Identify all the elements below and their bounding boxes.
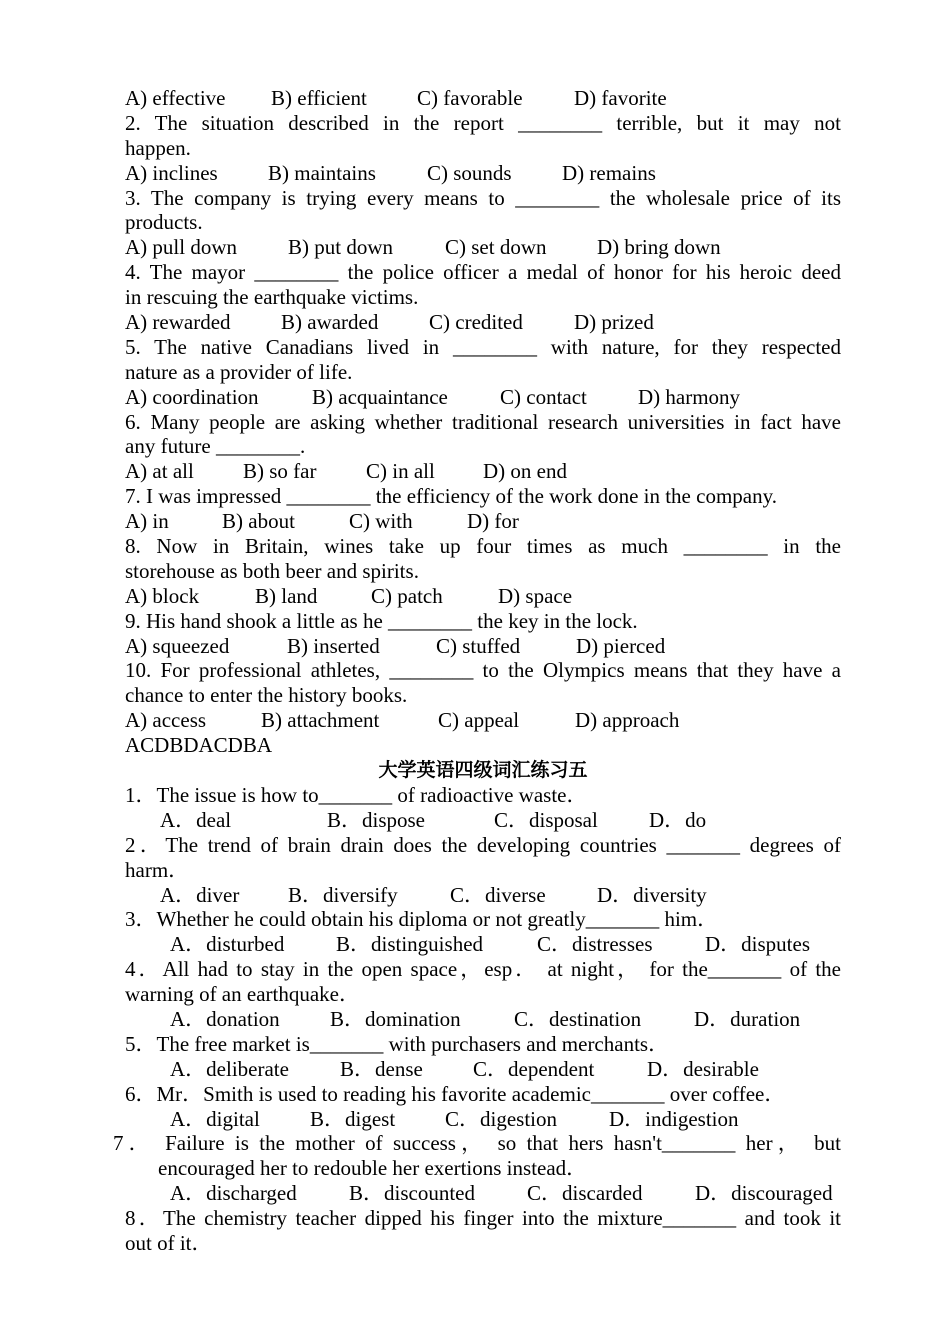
options-row [125, 310, 841, 335]
option-d: D) for [467, 509, 519, 534]
question-line: products. [125, 210, 203, 235]
options-row [125, 235, 841, 260]
question-7: 7． Failure is the mother of success， so that hers hasn't_______ her， but [113, 1131, 841, 1156]
option-a: A) coordination [125, 384, 259, 409]
options-row [125, 584, 841, 609]
option-c: C) appeal [438, 708, 520, 733]
option-c: C) set down [445, 235, 547, 260]
option-c: C) patch [371, 583, 443, 608]
option-d: D) prized [574, 310, 654, 335]
option-a: A．digital [170, 1106, 260, 1131]
question-1: 1．The issue is how to_______ of radioactive waste． [125, 782, 588, 807]
option-d: D) on end [483, 459, 567, 484]
options-row [125, 634, 841, 659]
option-b: B) efficient [271, 86, 367, 110]
question-2-cont: harm． [125, 857, 190, 882]
option-d: D) space [498, 583, 573, 608]
option-c: C．diverse [450, 882, 546, 907]
option-b: B．dispose [327, 807, 426, 832]
question-line: storehouse as both beer and spirits. [125, 558, 419, 583]
options-row [125, 509, 841, 534]
options-row [125, 161, 841, 186]
option-a: A．diver [160, 882, 240, 907]
question-line: 2. The situation described in the report ________ terrible, but it may not [125, 110, 841, 135]
question-7-options [125, 1181, 841, 1206]
option-c: C．distresses [537, 932, 653, 957]
question-line: happen. [125, 135, 191, 160]
question-line: 5. The native Canadians lived in ________ with nature, for they respected [125, 334, 841, 359]
option-b: B) maintains [268, 160, 376, 185]
option-a: A．discharged [170, 1181, 297, 1206]
option-c: C．digestion [445, 1106, 558, 1131]
option-d: D．discouraged [695, 1181, 833, 1206]
option-d: D) remains [562, 160, 656, 185]
option-d: D．disputes [705, 932, 810, 957]
option-b: B．discounted [349, 1181, 475, 1206]
option-b: B．digest [310, 1106, 396, 1131]
option-d: D．desirable [647, 1056, 759, 1081]
option-d: D) bring down [597, 235, 721, 260]
option-c: C) credited [429, 310, 523, 335]
options-row [125, 459, 841, 484]
option-a: A) squeezed [125, 633, 230, 658]
question-line: in rescuing the earthquake victims. [125, 285, 419, 310]
question-line: 7. I was impressed ________ the efficiency of the work done in the company. [125, 484, 777, 509]
option-a: A) inclines [125, 160, 218, 185]
option-b: B) attachment [261, 708, 380, 733]
option-c: C) favorable [417, 86, 523, 110]
option-d: D) favorite [574, 86, 667, 110]
option-d: D) harmony [638, 384, 741, 409]
option-b: B) so far [243, 459, 317, 484]
answer-key: ACDBDACDBA [125, 733, 273, 758]
option-d: D．duration [694, 1006, 801, 1031]
option-b: B) about [222, 509, 295, 534]
option-a: A) access [125, 708, 207, 733]
option-d: D) pierced [576, 633, 666, 658]
option-c: C．dependent [473, 1056, 595, 1081]
question-3-options [125, 932, 841, 957]
option-a: A) rewarded [125, 310, 231, 335]
question-line: any future ________. [125, 434, 306, 459]
option-a: A．deliberate [170, 1056, 289, 1081]
option-c: C) sounds [427, 160, 512, 185]
question-6-options [125, 1107, 841, 1132]
question-7-cont: encouraged her to redouble her exertions instead． [158, 1156, 588, 1181]
section-title: 大学英语四级词汇练习五 [378, 759, 588, 782]
question-line: 10. For professional athletes, ________ to the Olympics means that they have a [125, 658, 841, 683]
exercise-section-1 [125, 86, 841, 758]
question-5: 5．The free market is_______ with purchasers and merchants． [125, 1031, 670, 1056]
option-c: C) contact [500, 384, 587, 409]
option-c: C) with [349, 509, 413, 534]
option-d: D) approach [575, 708, 680, 733]
option-c: C．destination [514, 1006, 642, 1031]
question-2-options [125, 883, 841, 908]
option-a: A．donation [170, 1006, 280, 1031]
document-page [113, 86, 841, 1256]
question-8-cont: out of it． [125, 1230, 213, 1255]
option-a: A) effective [125, 86, 226, 110]
option-a: A．disturbed [170, 932, 285, 957]
option-b: B) land [255, 583, 318, 608]
question-line: chance to enter the history books. [125, 683, 408, 708]
option-b: B．distinguished [336, 932, 484, 957]
option-d: D．indigestion [609, 1106, 739, 1131]
question-4-options [125, 1007, 841, 1032]
question-2: 2．The trend of brain drain does the developing countries _______ degrees of [125, 832, 841, 857]
question-line: 8. Now in Britain, wines take up four times as much ________ in the [125, 534, 841, 559]
option-b: B) inserted [287, 633, 380, 658]
question-6: 6．Mr．Smith is used to reading his favorite academic_______ over coffee． [125, 1081, 786, 1106]
question-4: 4．All had to stay in the open space，esp． at night， for the_______ of the [125, 957, 841, 982]
option-d: D．diversity [597, 882, 707, 907]
option-c: C) in all [366, 459, 435, 484]
option-c: C) stuffed [436, 633, 521, 658]
option-a: A) at all [125, 459, 194, 484]
options-row [125, 385, 841, 410]
question-1-options [125, 808, 841, 833]
question-line: 3. The company is trying every means to ________ the wholesale price of its [125, 185, 841, 210]
option-c: C．discarded [527, 1181, 643, 1206]
option-d: D．do [649, 807, 707, 832]
option-b: B) acquaintance [312, 384, 448, 409]
question-line: 6. Many people are asking whether traditional research universities in fact have [125, 409, 841, 434]
option-a: A．deal [160, 807, 232, 832]
exercise-section-2 [113, 758, 841, 1256]
options-row [125, 708, 841, 733]
question-line: nature as a provider of life. [125, 359, 353, 384]
question-line: 4. The mayor ________ the police officer a medal of honor for his heroic deed [125, 260, 841, 285]
question-line: 9. His hand shook a little as he ________ the key in the lock. [125, 608, 638, 633]
option-b: B．domination [330, 1006, 461, 1031]
option-b: B) put down [288, 235, 393, 260]
option-a: A) pull down [125, 235, 237, 260]
question-4-cont: warning of an earthquake． [125, 982, 360, 1007]
question-8: 8．The chemistry teacher dipped his finger into the mixture_______ and took it [125, 1206, 841, 1231]
option-b: B．diversify [288, 882, 398, 907]
question-5-options [125, 1057, 841, 1082]
question-3: 3．Whether he could obtain his diploma or not greatly_______ him． [125, 907, 719, 932]
option-a: A) block [125, 583, 200, 608]
option-b: B) awarded [281, 310, 379, 335]
option-a: A) in [125, 509, 169, 534]
option-b: B．dense [340, 1056, 423, 1081]
option-c: C．disposal [494, 807, 598, 832]
options-row [125, 86, 841, 111]
